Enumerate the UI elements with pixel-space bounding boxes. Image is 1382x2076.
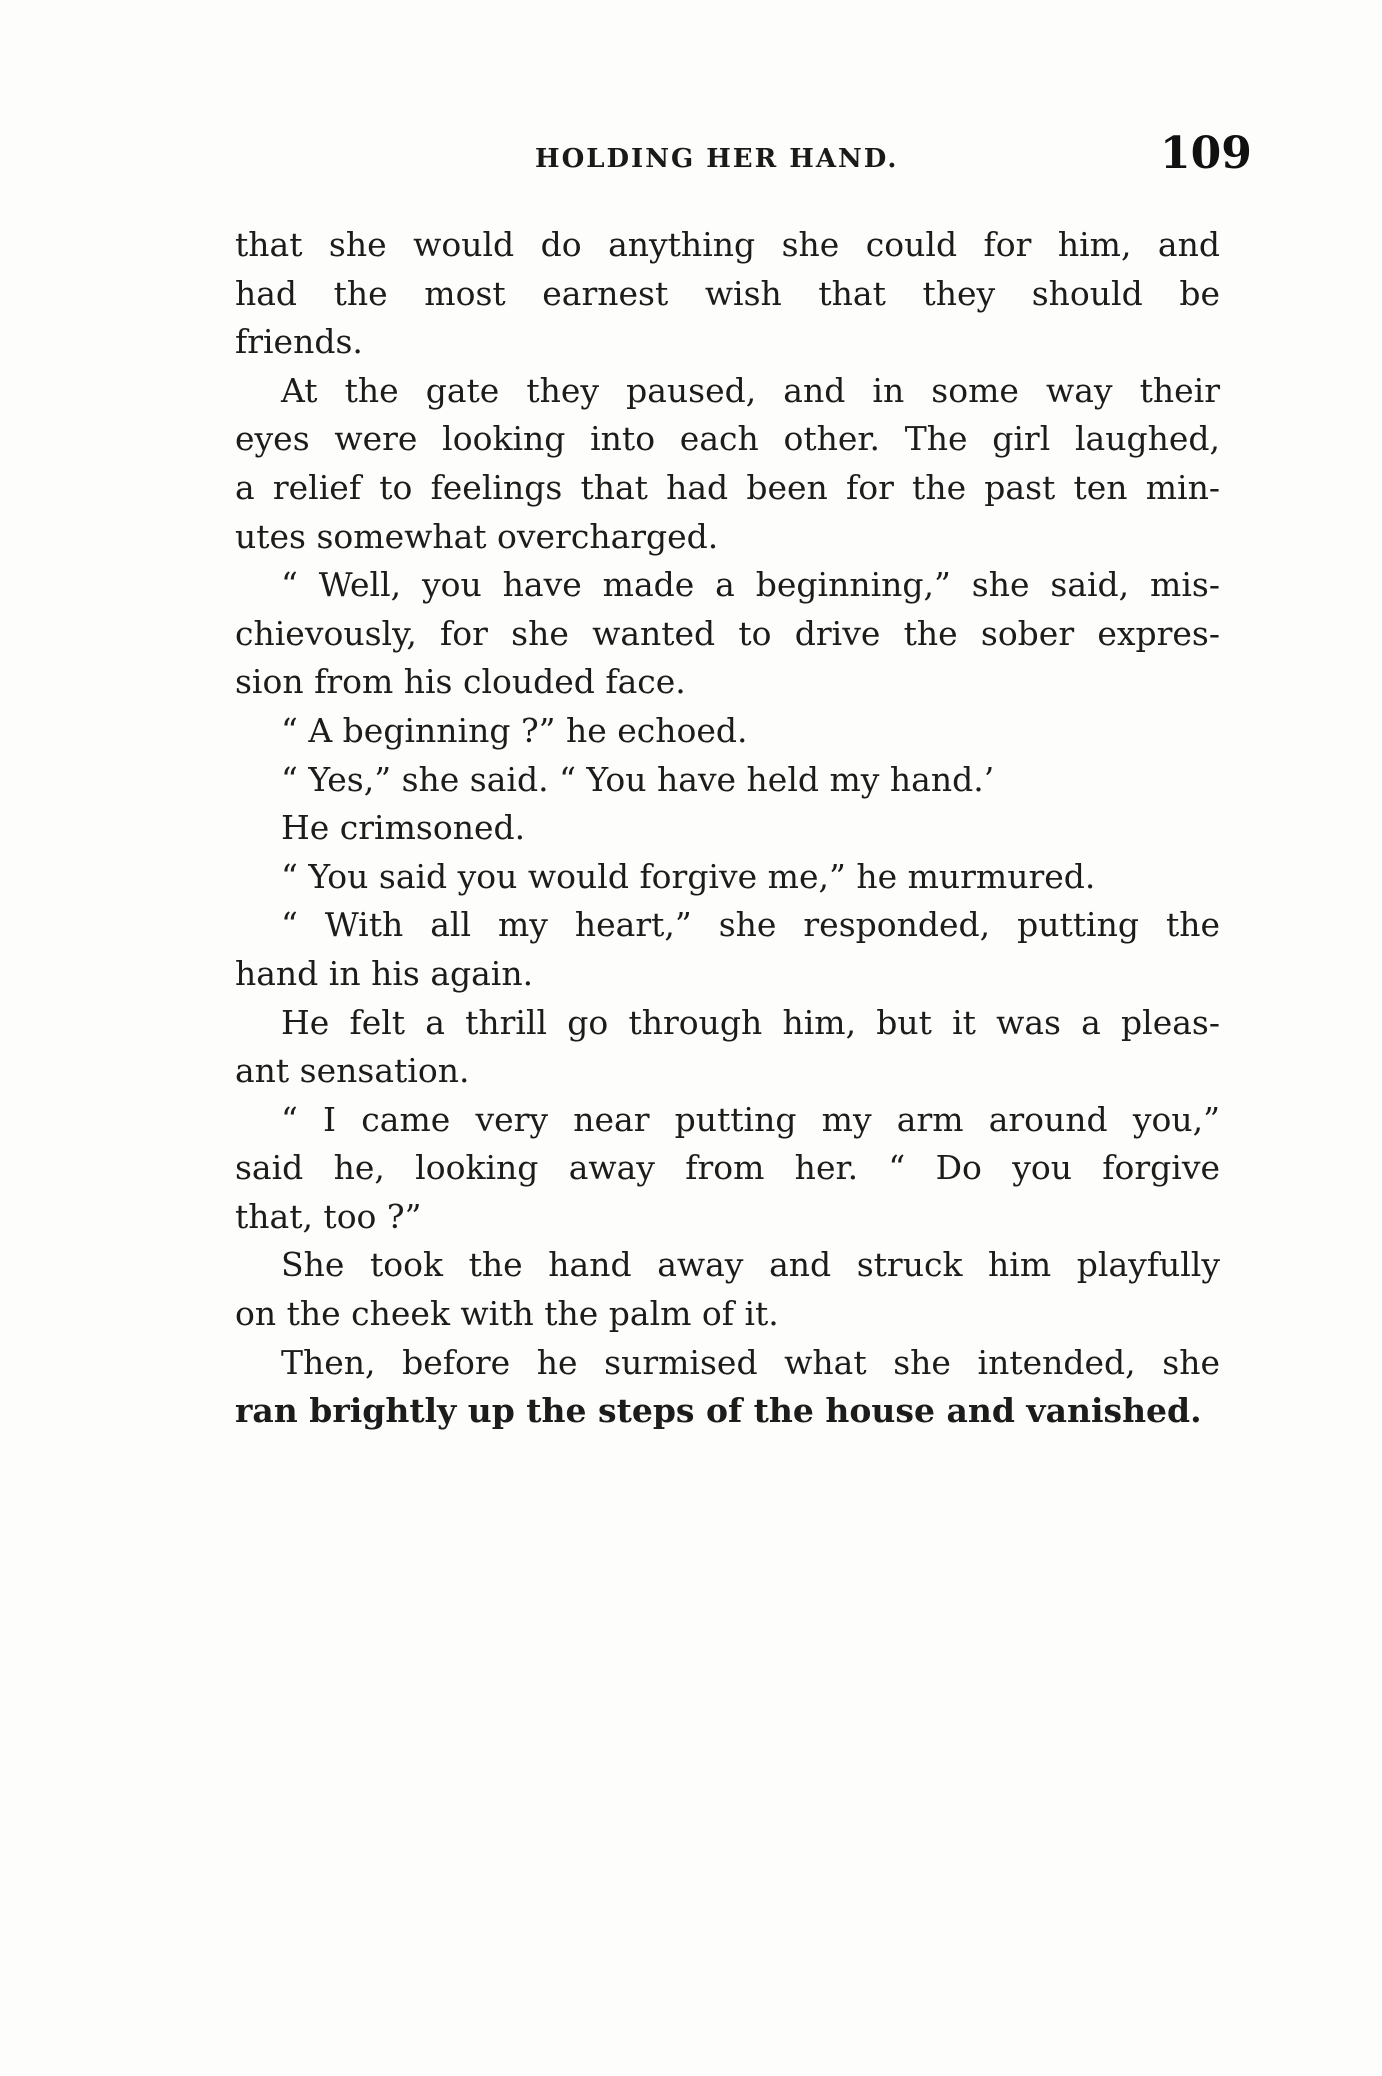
text-line: had the most earnest wish that they should be <box>235 273 1220 313</box>
text-line: He crimsoned. <box>281 808 526 848</box>
text-line: a relief to feelings that had been for the past ten min- <box>235 467 1220 507</box>
running-head: HOLDING HER HAND. <box>535 144 899 174</box>
text-line: sion from his clouded face. <box>235 662 686 702</box>
text-line: Then, before he surmised what she intended, she <box>281 1342 1220 1382</box>
text-line: that, too ?” <box>235 1196 422 1236</box>
text-line: friends. <box>235 322 363 362</box>
text-line: “ I came very near putting my arm around you,” <box>281 1099 1220 1139</box>
text-line: ant sensation. <box>235 1051 470 1091</box>
text-line: hand in his again. <box>235 953 534 993</box>
text-line: on the cheek with the palm of it. <box>235 1294 779 1334</box>
text-line: He felt a thrill go through him, but it was a pleas- <box>281 1002 1220 1042</box>
text-line: At the gate they paused, and in some way their <box>281 370 1220 410</box>
text-line: She took the hand away and struck him playfully <box>281 1245 1220 1285</box>
page-number: 109 <box>1160 128 1252 179</box>
text-line: “ A beginning ?” he echoed. <box>281 710 748 750</box>
text-line: that she would do anything she could for him, and <box>235 225 1220 264</box>
text-line: “ Well, you have made a beginning,” she said, mis- <box>281 565 1220 605</box>
text-line: eyes were looking into each other. The girl laughed, <box>235 419 1220 459</box>
text-line: “ With all my heart,” she responded, putting the <box>281 905 1220 945</box>
text-line: said he, looking away from her. “ Do you forgive <box>235 1148 1220 1188</box>
text-line: “ Yes,” she said. “ You have held my hand.’ <box>281 759 995 799</box>
text-line: “ You said you would forgive me,” he murmured. <box>281 856 1096 896</box>
text-line: ran brightly up the steps of the house and vanished. <box>235 1391 1202 1431</box>
text-line: utes somewhat overcharged. <box>235 516 719 556</box>
body-text <box>235 221 1220 1436</box>
text-line: chievously, for she wanted to drive the sober expres- <box>235 613 1220 653</box>
